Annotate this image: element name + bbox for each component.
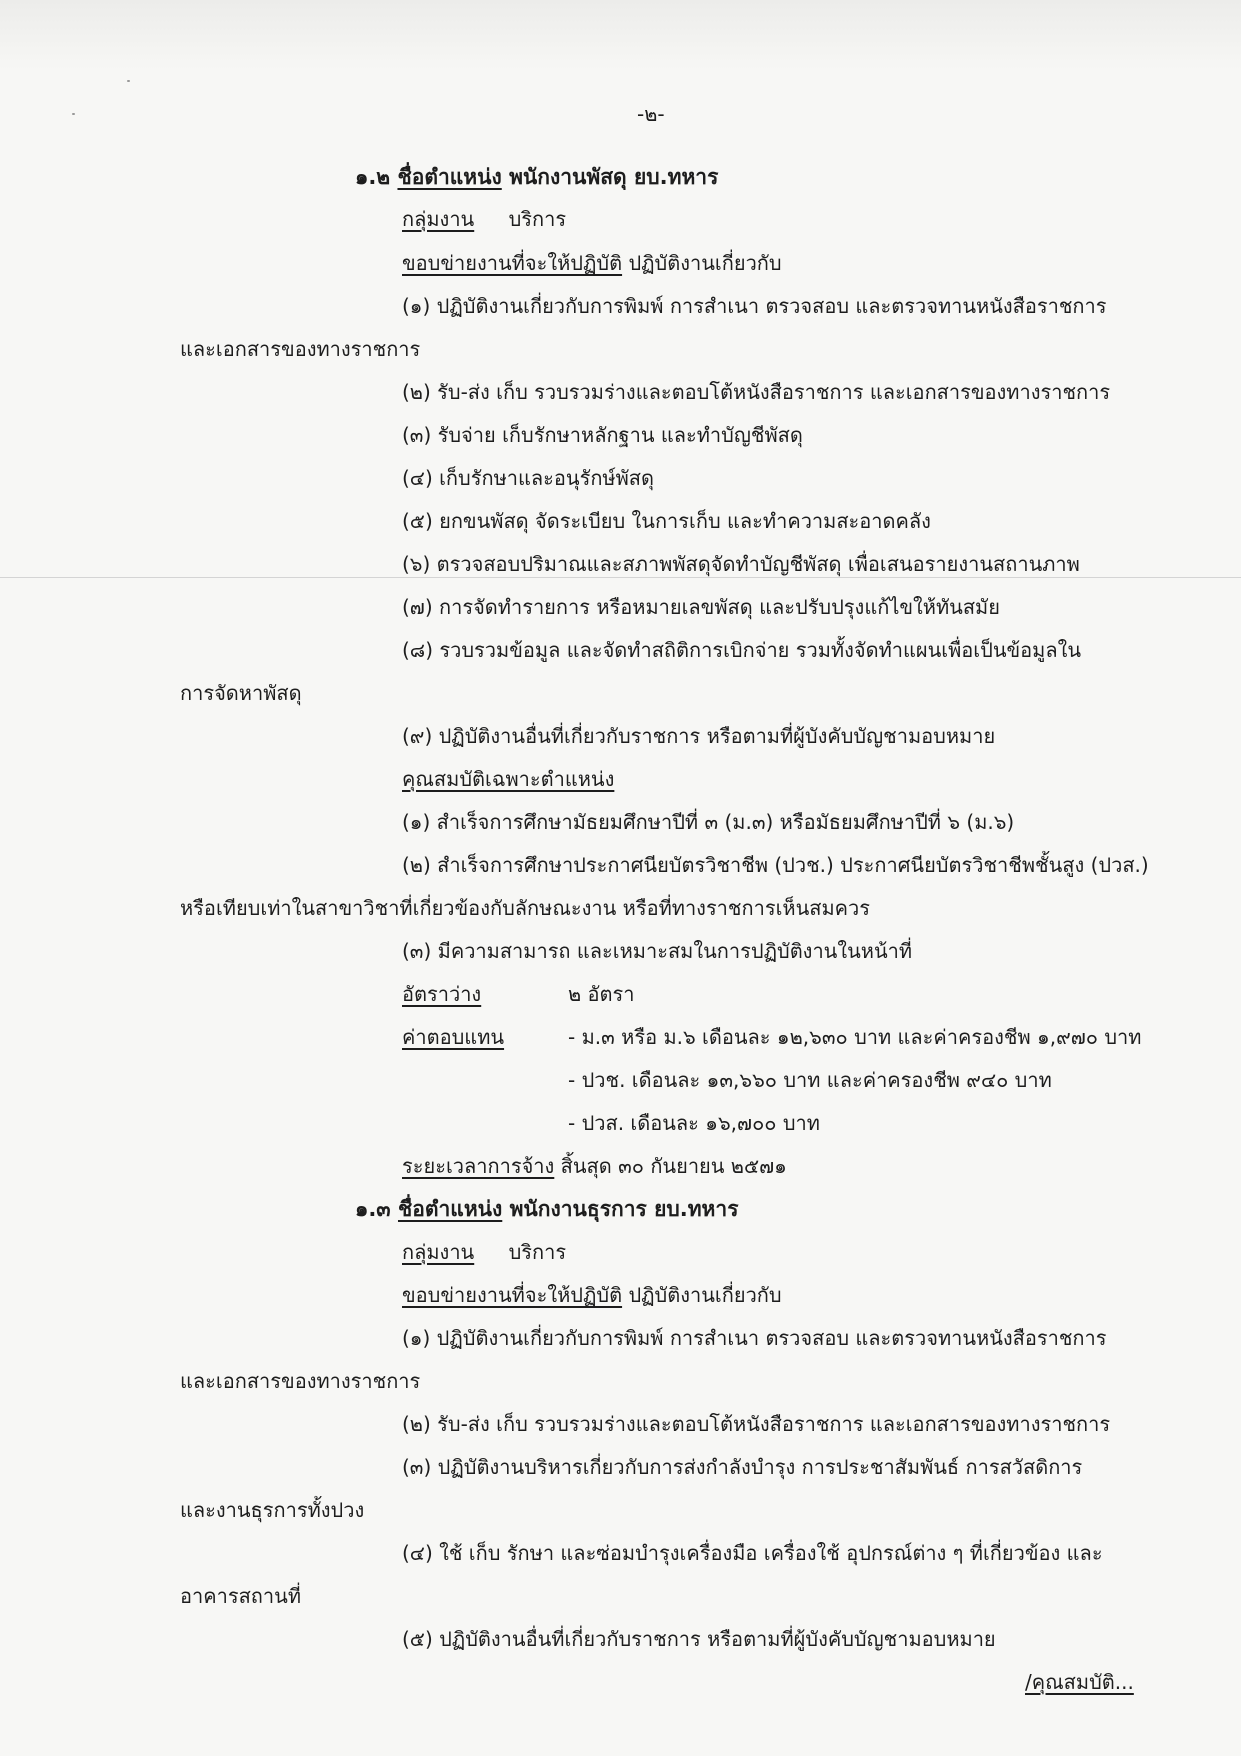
duty-line: (๗) การจัดทำรายการ หรือหมายเลขพัสดุ และปรับปรุงแก้ไขให้ทันสมัย [402, 595, 1000, 619]
group-row [402, 205, 566, 233]
duty-line: และงานธุรการทั้งปวง [180, 1498, 365, 1522]
scope-row [402, 1281, 782, 1309]
section-12-heading [355, 163, 718, 191]
period-row [402, 1152, 787, 1180]
group-label: กลุ่มงาน [402, 207, 475, 231]
page-number: -๒- [637, 102, 665, 126]
vacancy-value: ๒ อัตรา [568, 982, 635, 1006]
duty-line: และเอกสารของทางราชการ [180, 1369, 421, 1393]
duty-line: (๖) ตรวจสอบปริมาณและสภาพพัสดุจัดทำบัญชีพัสดุ เพื่อเสนอรายงานสถานภาพ [402, 552, 1080, 576]
pay-line: - ม.๓ หรือ ม.๖ เดือนละ ๑๒,๖๓๐ บาท และค่าครองชีพ ๑,๙๗๐ บาท [568, 1025, 1142, 1049]
period-label: ระยะเวลาการจ้าง [402, 1154, 555, 1178]
scan-speck [72, 113, 75, 115]
title-value: พนักงานพัสดุ ยบ.ทหาร [509, 165, 719, 189]
duty-line: (๕) ปฏิบัติงานอื่นที่เกี่ยวกับราชการ หรือตามที่ผู้บังคับบัญชามอบหมาย [402, 1627, 996, 1651]
duty-line: (๔) ใช้ เก็บ รักษา และซ่อมบำรุงเครื่องมือ เครื่องใช้ อุปกรณ์ต่าง ๆ ที่เกี่ยวข้อง และ [402, 1541, 1103, 1565]
qualification-line: หรือเทียบเท่าในสาขาวิชาที่เกี่ยวข้องกับลักษณะงาน หรือที่ทางราชการเห็นสมควร [180, 896, 870, 920]
qualification-line: (๒) สำเร็จการศึกษาประกาศนียบัตรวิชาชีพ (ปวช.) ประกาศนียบัตรวิชาชีพชั้นสูง (ปวส.) [402, 853, 1149, 877]
scan-shading [0, 0, 1241, 70]
title-label: ชื่อตำแหน่ง [397, 165, 502, 189]
duty-line: (๒) รับ-ส่ง เก็บ รวบรวมร่างและตอบโต้หนังสือราชการ และเอกสารของทางราชการ [402, 380, 1111, 404]
duty-line: (๓) ปฏิบัติงานบริหารเกี่ยวกับการส่งกำลังบำรุง การประชาสัมพันธ์ การสวัสดิการ [402, 1455, 1083, 1479]
group-value: บริการ [508, 207, 567, 231]
duty-line: การจัดหาพัสดุ [180, 681, 302, 705]
duty-line: และเอกสารของทางราชการ [180, 337, 421, 361]
duty-line: (๘) รวบรวมข้อมูล และจัดทำสถิติการเบิกจ่าย รวมทั้งจัดทำแผนเพื่อเป็นข้อมูลใน [402, 638, 1082, 662]
duty-line: (๑) ปฏิบัติงานเกี่ยวกับการพิมพ์ การสำเนา ตรวจสอบ และตรวจทานหนังสือราชการ [402, 1326, 1107, 1350]
section-number: ๑.๒ [355, 165, 391, 189]
scope-row [402, 249, 782, 277]
scope-value: ปฏิบัติงานเกี่ยวกับ [628, 251, 782, 275]
duty-line: (๕) ยกขนพัสดุ จัดระเบียบ ในการเก็บ และทำความสะอาดคลัง [402, 509, 931, 533]
continuation-note: /คุณสมบัติ... [1025, 1670, 1134, 1694]
duty-line: (๙) ปฏิบัติงานอื่นที่เกี่ยวกับราชการ หรือตามที่ผู้บังคับบัญชามอบหมาย [402, 724, 996, 748]
scope-value: ปฏิบัติงานเกี่ยวกับ [628, 1283, 782, 1307]
duty-line: (๓) รับจ่าย เก็บรักษาหลักฐาน และทำบัญชีพัสดุ [402, 423, 803, 447]
duty-line: (๑) ปฏิบัติงานเกี่ยวกับการพิมพ์ การสำเนา ตรวจสอบ และตรวจทานหนังสือราชการ [402, 294, 1107, 318]
section-number: ๑.๓ [355, 1197, 391, 1221]
pay-label: ค่าตอบแทน [402, 1025, 505, 1049]
period-value: สิ้นสุด ๓๐ กันยายน ๒๕๗๑ [560, 1154, 787, 1178]
scan-speck [127, 80, 130, 82]
pay-line: - ปวช. เดือนละ ๑๓,๖๖๐ บาท และค่าครองชีพ ๙๔๐ บาท [568, 1068, 1052, 1092]
pay-line: - ปวส. เดือนละ ๑๖,๗๐๐ บาท [568, 1111, 820, 1135]
duty-line: อาคารสถานที่ [180, 1584, 301, 1608]
scope-label: ขอบข่ายงานที่จะให้ปฏิบัติ [402, 251, 623, 275]
title-value: พนักงานธุรการ ยบ.ทหาร [509, 1197, 739, 1221]
section-13-heading [355, 1195, 738, 1223]
qualification-line: (๑) สำเร็จการศึกษามัธยมศึกษาปีที่ ๓ (ม.๓) หรือมัธยมศึกษาปีที่ ๖ (ม.๖) [402, 810, 1015, 834]
vacancy-label: อัตราว่าง [402, 982, 482, 1006]
group-label: กลุ่มงาน [402, 1240, 475, 1264]
duty-line: (๒) รับ-ส่ง เก็บ รวบรวมร่างและตอบโต้หนังสือราชการ และเอกสารของทางราชการ [402, 1412, 1111, 1436]
duty-line: (๔) เก็บรักษาและอนุรักษ์พัสดุ [402, 466, 654, 490]
qualification-label: คุณสมบัติเฉพาะตำแหน่ง [402, 767, 615, 791]
qualification-line: (๓) มีความสามารถ และเหมาะสมในการปฏิบัติงานในหน้าที่ [402, 939, 913, 963]
group-row [402, 1238, 566, 1266]
title-label: ชื่อตำแหน่ง [397, 1197, 503, 1221]
scope-label: ขอบข่ายงานที่จะให้ปฏิบัติ [402, 1283, 623, 1307]
group-value: บริการ [508, 1240, 567, 1264]
